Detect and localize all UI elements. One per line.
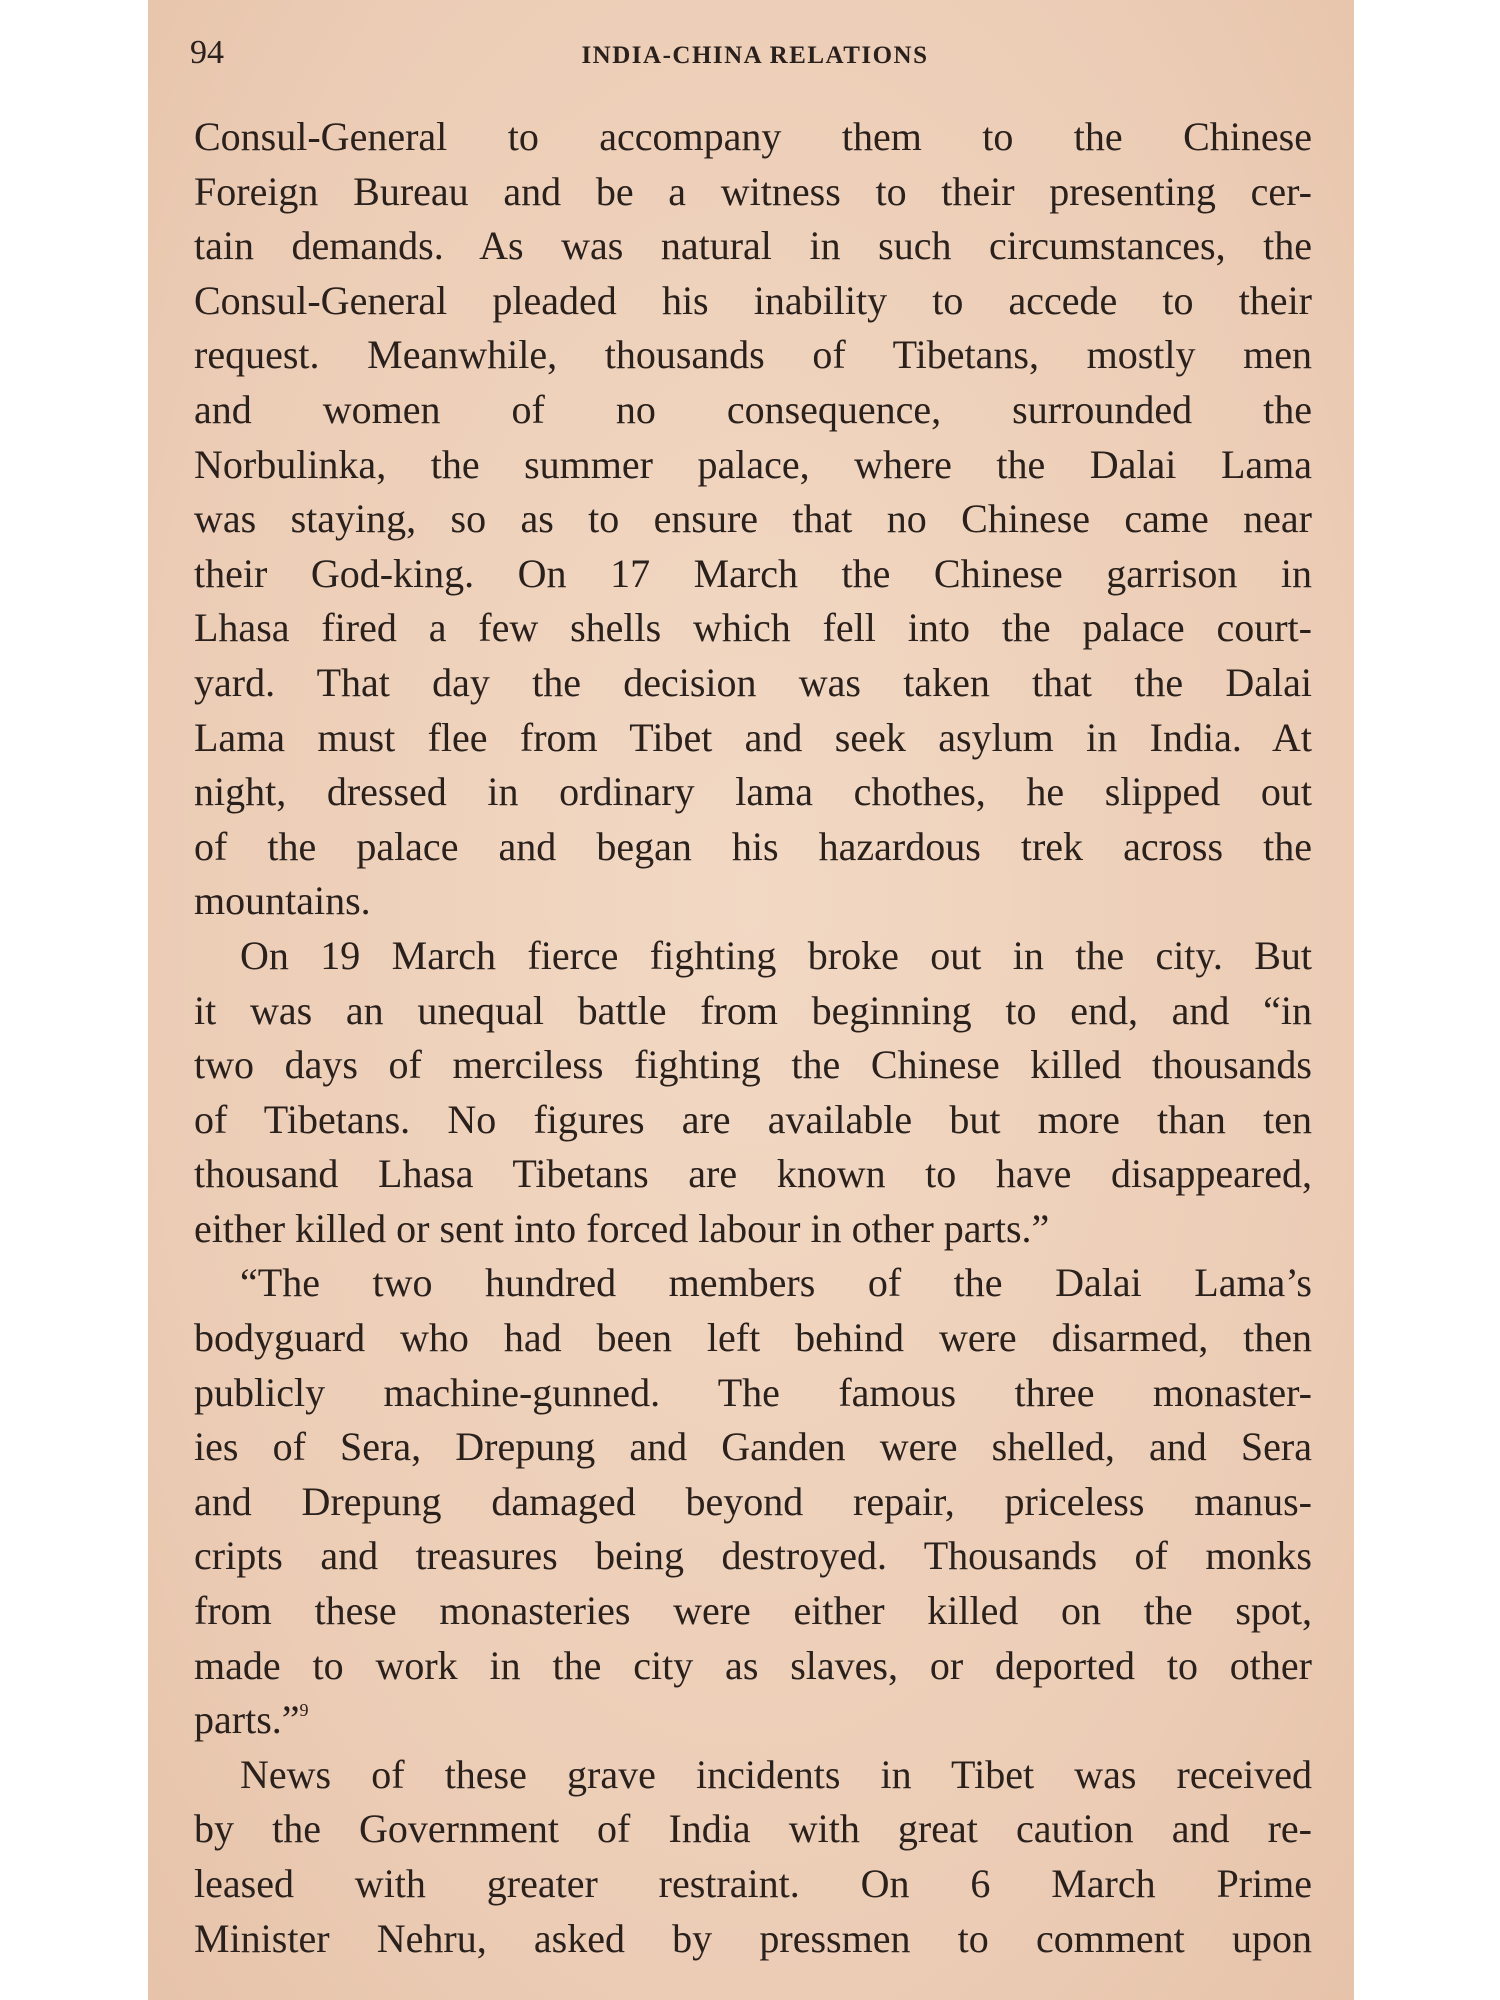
text-line: mountains.	[194, 878, 371, 924]
page-number: 94	[190, 34, 224, 71]
text-line: Consul-General to accompany them to the Chinese	[194, 114, 1312, 159]
page-header	[190, 30, 1320, 80]
text-line-with-footnote	[194, 1693, 1312, 1748]
body-text	[194, 110, 1312, 1966]
text-line: and women of no consequence, surrounded the	[194, 386, 1312, 432]
text-line: bodyguard who had been left behind were disarmed, then	[194, 1315, 1312, 1361]
text-line: tain demands. As was natural in such circumstances, the	[194, 223, 1312, 269]
text-line: publicly machine-gunned. The famous three monaster-	[194, 1369, 1312, 1415]
text-line: Consul-General pleaded his inability to accede to their	[194, 277, 1312, 323]
text-line: Lama must flee from Tibet and seek asylum in India. At	[194, 714, 1312, 760]
text-line: night, dressed in ordinary lama chothes, he slipped out	[194, 769, 1312, 815]
text-line: Norbulinka, the summer palace, where the Dalai Lama	[194, 441, 1312, 487]
text-line: Lhasa fired a few shells which fell into the palace court-	[194, 605, 1312, 651]
footnote-marker: 9	[299, 1700, 309, 1721]
text-line: On 19 March fierce fighting broke out in the city. But	[240, 932, 1312, 978]
text-line: made to work in the city as slaves, or deported to other	[194, 1642, 1312, 1688]
text-line: leased with greater restraint. On 6 March Prime	[194, 1861, 1312, 1906]
text-line: News of these grave incidents in Tibet was received	[240, 1751, 1312, 1797]
text-line: from these monasteries were either killed on the spot,	[194, 1588, 1312, 1634]
text-line: two days of merciless fighting the Chinese killed thousands	[194, 1042, 1312, 1088]
text-line: either killed or sent into forced labour in other parts.”	[194, 1205, 1050, 1251]
text-line: cripts and treasures being destroyed. Thousands of monks	[194, 1533, 1312, 1579]
text-line: Foreign Bureau and be a witness to their presenting cer-	[194, 168, 1312, 214]
text-line: request. Meanwhile, thousands of Tibetans, mostly men	[194, 332, 1312, 378]
text-line: it was an unequal battle from beginning to end, and “in	[194, 987, 1312, 1033]
text-line: ies of Sera, Drepung and Ganden were shelled, and Sera	[194, 1424, 1312, 1470]
text-line: parts.”	[194, 1697, 300, 1743]
text-line: yard. That day the decision was taken that the Dalai	[194, 659, 1312, 705]
text-line: of the palace and began his hazardous trek across the	[194, 823, 1312, 869]
text-line: of Tibetans. No figures are available but more than ten	[194, 1096, 1312, 1142]
text-line: was staying, so as to ensure that no Chinese came near	[194, 496, 1312, 542]
text-line: their God-king. On 17 March the Chinese garrison in	[194, 550, 1312, 596]
text-line: by the Government of India with great caution and re-	[194, 1806, 1312, 1852]
text-line: and Drepung damaged beyond repair, priceless manus-	[194, 1478, 1312, 1524]
book-page	[148, 0, 1354, 2000]
text-line: “The two hundred members of the Dalai Lama’s	[240, 1260, 1312, 1306]
text-line: Minister Nehru, asked by pressmen to comment upon	[194, 1915, 1312, 1961]
text-line: thousand Lhasa Tibetans are known to have disappeared,	[194, 1151, 1312, 1197]
running-head: INDIA-CHINA RELATIONS	[581, 42, 929, 69]
